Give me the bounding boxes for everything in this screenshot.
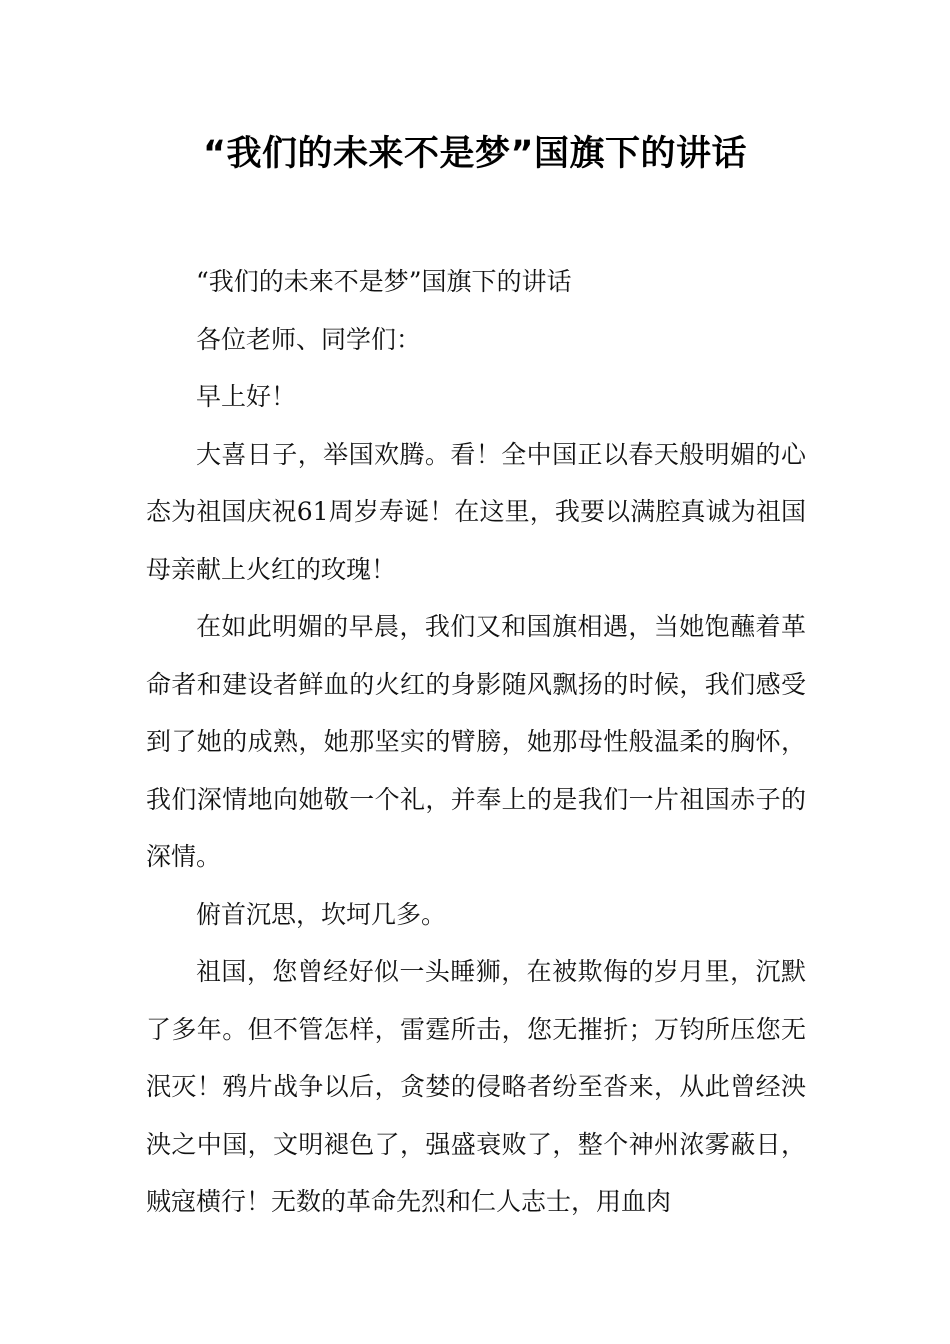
greeting-paragraph: 早上好！ (196, 382, 297, 411)
speech-heading-paragraph: “我们的未来不是梦”国旗下的讲话 (196, 267, 572, 296)
body-paragraph: 大喜日子，举国欢腾。看！全中国正以春天般明媚的心态为祖国庆祝61周岁寿诞！在这里，我要以满腔真诚为祖国母亲献上火红的玫瑰！ (146, 439, 806, 584)
body-paragraph: 祖国，您曾经好似一头睡狮，在被欺侮的岁月里，沉默了多年。但不管怎样，雷霆所击，您无摧折；万钧所压您无泯灭！鸦片战争以后，贪婪的侵略者纷至沓来，从此曾经泱泱之中国，文明褪色了，强盛衰败了，整个神州浓雾蔽日，贼寇横行！无数的革命先烈和仁人志士，用血肉 (146, 957, 806, 1216)
body-paragraph: 在如此明媚的早晨，我们又和国旗相遇，当她饱蘸着革命者和建设者鲜血的火红的身影随风飘扬的时候，我们感受到了她的成熟，她那坚实的臂膀，她那母性般温柔的胸怀，我们深情地向她敬一个礼，并奉上的是我们一片祖国赤子的深情。 (146, 612, 806, 871)
document-body (146, 253, 806, 1231)
body-paragraph: 俯首沉思，坎坷几多。 (196, 899, 447, 929)
document-title: “我们的未来不是梦”国旗下的讲话 (202, 134, 747, 174)
salutation-paragraph: 各位老师、同学们： (196, 324, 422, 354)
